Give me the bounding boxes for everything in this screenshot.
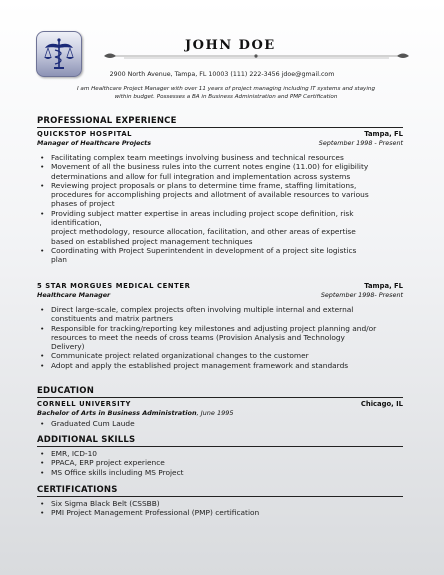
school-name: CORNELL UNIVERSITY (37, 400, 132, 408)
summary-line: within budget. Possesses a BA in Business Administration and PMP Certification (114, 94, 338, 100)
job-duties-list (40, 305, 395, 370)
list-item: • Adopt and apply the established project management framework and standards (40, 361, 395, 370)
job-title: Healthcare Manager (37, 291, 111, 299)
list-item: • Facilitating complex team meetings involving business and technical resources (40, 153, 395, 162)
employer-name: QUICKSTOP HOSPITAL (37, 130, 133, 138)
certifications-list (40, 499, 395, 518)
list-item: • Graduated Cum Laude (40, 419, 395, 428)
list-item: • PMI Project Management Professional (PMP) certification (40, 508, 395, 517)
skills-list (40, 449, 395, 477)
list-item: • EMR, ICD-10 (40, 449, 395, 458)
job-duties-list (40, 153, 395, 265)
list-item: • Communicate project related organizational changes to the customer (40, 351, 395, 360)
job-dates: September 1998 - Present (318, 139, 403, 147)
school-location: Chicago, IL (360, 400, 403, 408)
job-dates: September 1998- Present (320, 291, 403, 299)
degree: Bachelor of Arts in Business Administration, June 1995 (37, 409, 234, 417)
list-item: • Reviewing project proposals or plans to determine time frame, staffing limitations, procedures for accomplishing projects and allotment of available resources to various phases of project (40, 181, 395, 209)
list-item: • Movement of all the business rules into the current notes engine (11.00) for eligibility determinations and allow for full integration and implementation across systems (40, 162, 395, 181)
list-item: • PPACA, ERP project experience (40, 458, 395, 467)
section-heading-certifications: CERTIFICATIONS (37, 485, 403, 497)
summary-line: I am Healthcare Project Manager with over 11 years of project managing including IT systems and staying (77, 86, 375, 92)
section-heading-skills: ADDITIONAL SKILLS (37, 435, 403, 447)
list-item: • Six Sigma Black Belt (CSSBB) (40, 499, 395, 508)
contact-line: 2900 North Avenue, Tampa, FL 10003 (111) 222-3456 jdoe@gmail.com (109, 71, 335, 78)
candidate-name: JOHN DOE (185, 38, 276, 53)
job-title: Manager of Healthcare Projects (37, 139, 152, 147)
list-item: • Responsible for tracking/reporting key milestones and adjusting project planning and/or resources to meet the needs of cross teams (Provision Analysis and Technology Delivery) (40, 324, 395, 352)
section-heading-experience: PROFESSIONAL EXPERIENCE (37, 116, 403, 128)
list-item: • Providing subject matter expertise in areas including project scope definition, risk identification, project methodology, resource allocation, facilitation, and other areas of expertise based on established project management techniques (40, 209, 395, 246)
list-item: • Direct large-scale, complex projects often involving multiple internal and external constituents and matrix partners (40, 305, 395, 324)
employer-location: Tampa, FL (364, 282, 403, 290)
employer-name: 5 STAR MORGUES MEDICAL CENTER (37, 282, 191, 290)
summary (46, 85, 406, 101)
education-notes-list (40, 419, 395, 428)
header-flourish-divider (104, 51, 409, 61)
list-item: • Coordinating with Project Superintendent in development of a project site logistics plan (40, 246, 395, 265)
list-item: • MS Office skills including MS Project (40, 468, 395, 477)
employer-location: Tampa, FL (364, 130, 403, 138)
section-heading-education: EDUCATION (37, 386, 403, 398)
